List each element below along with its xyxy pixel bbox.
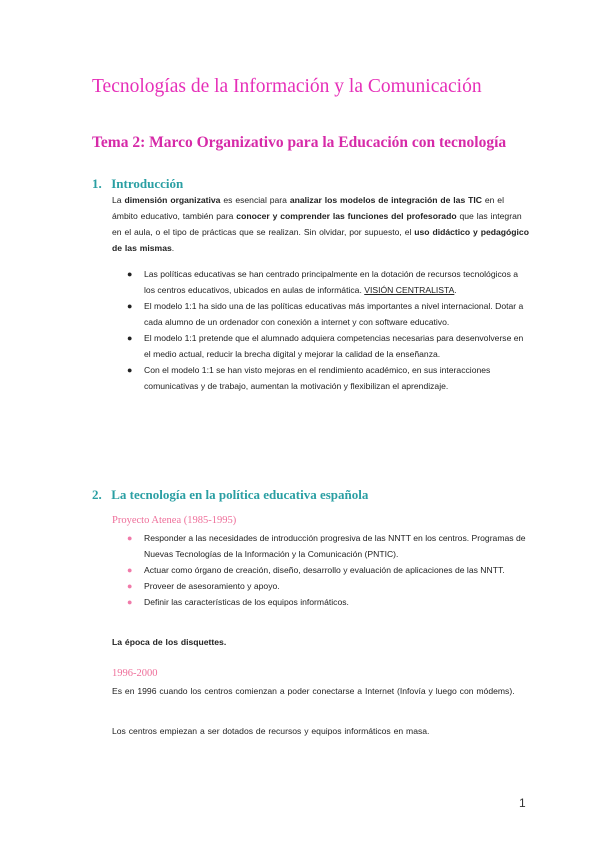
intro-bold-2: analizar los modelos de integración de las TIC [289, 195, 482, 205]
period-1996-paragraph-2: Los centros empiezan a ser dotados de recursos y equipos informáticos en masa. [112, 726, 430, 736]
bullet-dot-icon: ● [127, 533, 133, 543]
intro-text-5: . [171, 243, 175, 253]
document-title: Tecnologías de la Información y la Comunicación [92, 76, 482, 97]
list-item: ● Proveer de asesoramiento y apoyo. [112, 578, 530, 594]
period-1996-heading: 1996-2000 [112, 668, 158, 679]
vision-centralista: VISIÓN CENTRALISTA [364, 285, 455, 295]
tema-title: Tema 2: Marco Organizativo para la Educación con tecnología [92, 134, 507, 151]
page-number: 1 [519, 796, 526, 810]
intro-text-3: en el ámbito educativo, también para [112, 195, 504, 221]
list-item: ● Responder a las necesidades de introducción progresiva de las NNTT en los centros. Programas de Nuevas Tecnologías de la Información y la Comunicación (PNTIC). [112, 530, 530, 562]
intro-text-2: es esencial para [220, 195, 290, 205]
period-1996-paragraph-1: Es en 1996 cuando los centros comienzan a poder conectarse a Internet (Infovía y luego con módems). [112, 686, 515, 696]
intro-text-4: que las integran en el aula, o el tipo de prácticas que se realizan. Sin olvidar, por supuesto, el [112, 211, 522, 237]
bullet-dot-icon: ● [127, 301, 133, 311]
list-item: ● Las políticas educativas se han centrado principalmente en la dotación de recursos tecnológicos a los centros educativos, ubicados en aulas de informática. VISIÓN CENTRALISTA. [112, 266, 530, 298]
section-1-bullet-list [112, 266, 530, 394]
list-item: ● Definir las características de los equipos informáticos. [112, 594, 530, 610]
bullet-dot-icon: ● [127, 565, 133, 575]
list-item: ● Con el modelo 1:1 se han visto mejoras en el rendimiento académico, en sus interacciones comunicativas y de trabajo, aumentan la motivación y flexibilizan el aprendizaje. [112, 362, 530, 394]
intro-text-1: La [112, 195, 125, 205]
list-item: ● El modelo 1:1 pretende que el alumnado adquiera competencias necesarias para desenvolverse en el medio actual, reducir la brecha digital y mejorar la calidad de la enseñanza. [112, 330, 530, 362]
intro-bold-3: conocer y comprender las funciones del profesorado [236, 211, 457, 221]
section-1-title: Introducción [111, 176, 184, 191]
epoch-note: La época de los disquettes. [112, 637, 227, 647]
section-1-heading [92, 176, 183, 192]
bullet-dot-icon: ● [127, 597, 133, 607]
bullet-dot-icon: ● [127, 333, 133, 343]
section-2-heading [92, 487, 368, 503]
bullet-dot-icon: ● [127, 269, 133, 279]
bullet-dot-icon: ● [127, 581, 133, 591]
intro-bold-1: dimensión organizativa [124, 195, 221, 205]
section-2-number: 2. [92, 487, 102, 502]
section-1-intro [112, 192, 532, 256]
intro-bold-4: uso didáctico y pedagógico de las mismas [112, 227, 529, 253]
bullet-dot-icon: ● [127, 365, 133, 375]
atenea-bullet-list [112, 530, 530, 610]
list-item: ● El modelo 1:1 ha sido una de las políticas educativas más importantes a nivel internacional. Dotar a cada alumno de un ordenador con conexión a internet y con software educativo. [112, 298, 530, 330]
atenea-heading: Proyecto Atenea (1985-1995) [112, 515, 237, 526]
section-1-number: 1. [92, 176, 102, 191]
list-item: ● Actuar como órgano de creación, diseño, desarrollo y evaluación de aplicaciones de las NNTT. [112, 562, 530, 578]
section-2-title: La tecnología en la política educativa española [111, 487, 369, 502]
